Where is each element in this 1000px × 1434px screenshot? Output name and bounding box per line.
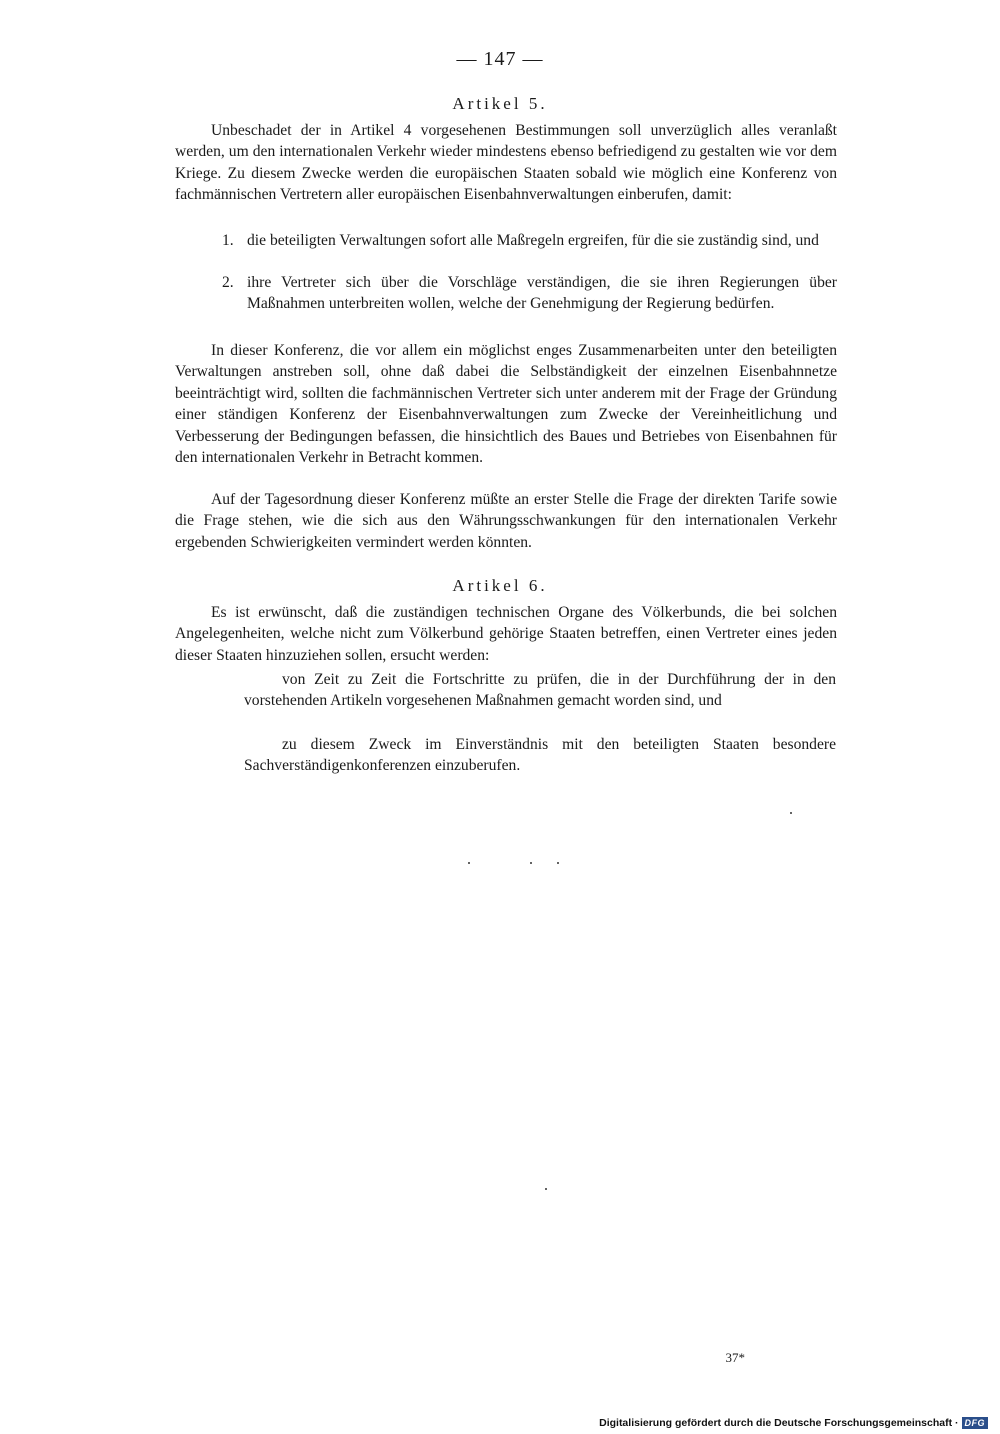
article-5-intro-paragraph: Unbeschadet der in Artikel 4 vorgesehenen Bestimmungen soll unverzüglich alles veranlaßt werden, um den internationalen Verkehr wieder mindestens ebenso befriedigend zu gestalten wie vor dem Kriege. Zu diesem Zwecke werden die europäischen Staaten sobald wie möglich eine Konferenz von fachmännischen Vertretern aller europäischen Eisenbahnverwaltungen einberufen, damit: <box>175 122 837 204</box>
article-6-sub-paragraph-1: von Zeit zu Zeit die Fortschritte zu prüfen, die in der Durchführung der in den vorstehenden Artikeln vorgesehenen Maßnahmen gemacht worden sind, und <box>244 671 836 710</box>
list-item <box>222 230 837 251</box>
article-6-sub-paragraph-2: zu diesem Zweck im Einverständnis mit den beteiligten Staaten besondere Sachverständigenkonferenzen einzuberufen. <box>244 736 836 775</box>
scan-speck <box>530 862 532 864</box>
list-item-text: die beteiligten Verwaltungen sofort alle Maßregeln ergreifen, für die sie zuständig sind, und <box>247 232 819 249</box>
article-5-agenda-paragraph: Auf der Tagesordnung dieser Konferenz müßte an erster Stelle die Frage der direkten Tarife sowie die Frage stehen, wie die sich aus den Währungsschwankungen für den internationalen Verkehr ergebenden Schwierigkeiten vermindert werden könnten. <box>175 491 837 551</box>
list-item-number: 2. <box>222 274 234 291</box>
sheet-signature-mark: 37* <box>725 1350 745 1365</box>
list-item-number: 1. <box>222 232 234 249</box>
scan-speck <box>545 1188 547 1190</box>
dfg-logo: DFG <box>962 1417 989 1429</box>
article-6-heading: Artikel 6. <box>452 576 548 595</box>
digitization-footer <box>599 1417 988 1429</box>
page-number: — 147 — <box>456 48 544 70</box>
scan-speck <box>557 862 559 864</box>
scan-speck <box>468 862 470 864</box>
list-item-text: ihre Vertreter sich über die Vorschläge verständigen, die sie ihren Regierungen über Maßnahmen unterbreiten wollen, welche der Genehmigung der Regierung bedürfen. <box>247 274 837 313</box>
footer-text: Digitalisierung gefördert durch die Deutsche Forschungsgemeinschaft · <box>599 1417 959 1429</box>
scan-speck <box>790 812 792 814</box>
list-item <box>222 272 837 315</box>
article-5-conference-paragraph: In dieser Konferenz, die vor allem ein möglichst enges Zusammenarbeiten unter den beteiligten Verwaltungen anstreben soll, ohne daß dabei die Selbständigkeit der einzelnen Eisenbahnnetze beeinträchtigt wird, sollten die fachmännischen Vertreter sich unter anderem mit der Frage der Gründung einer ständigen Konferenz der Eisenbahnverwaltungen zum Zwecke der Vereinheitlichung und Verbesserung der Bedingungen befassen, die hinsichtlich des Baues und Betriebes von Eisenbahnen für den internationalen Verkehr in Betracht kommen. <box>175 342 837 467</box>
article-5-heading: Artikel 5. <box>452 94 548 113</box>
article-6-intro-paragraph: Es ist erwünscht, daß die zuständigen technischen Organe des Völkerbunds, die bei solchen Angelegenheiten, welche nicht zum Völkerbund gehörige Staaten betreffen, einen Vertreter eines jeden dieser Staaten hinzuziehen sollen, ersucht werden: <box>175 604 837 664</box>
